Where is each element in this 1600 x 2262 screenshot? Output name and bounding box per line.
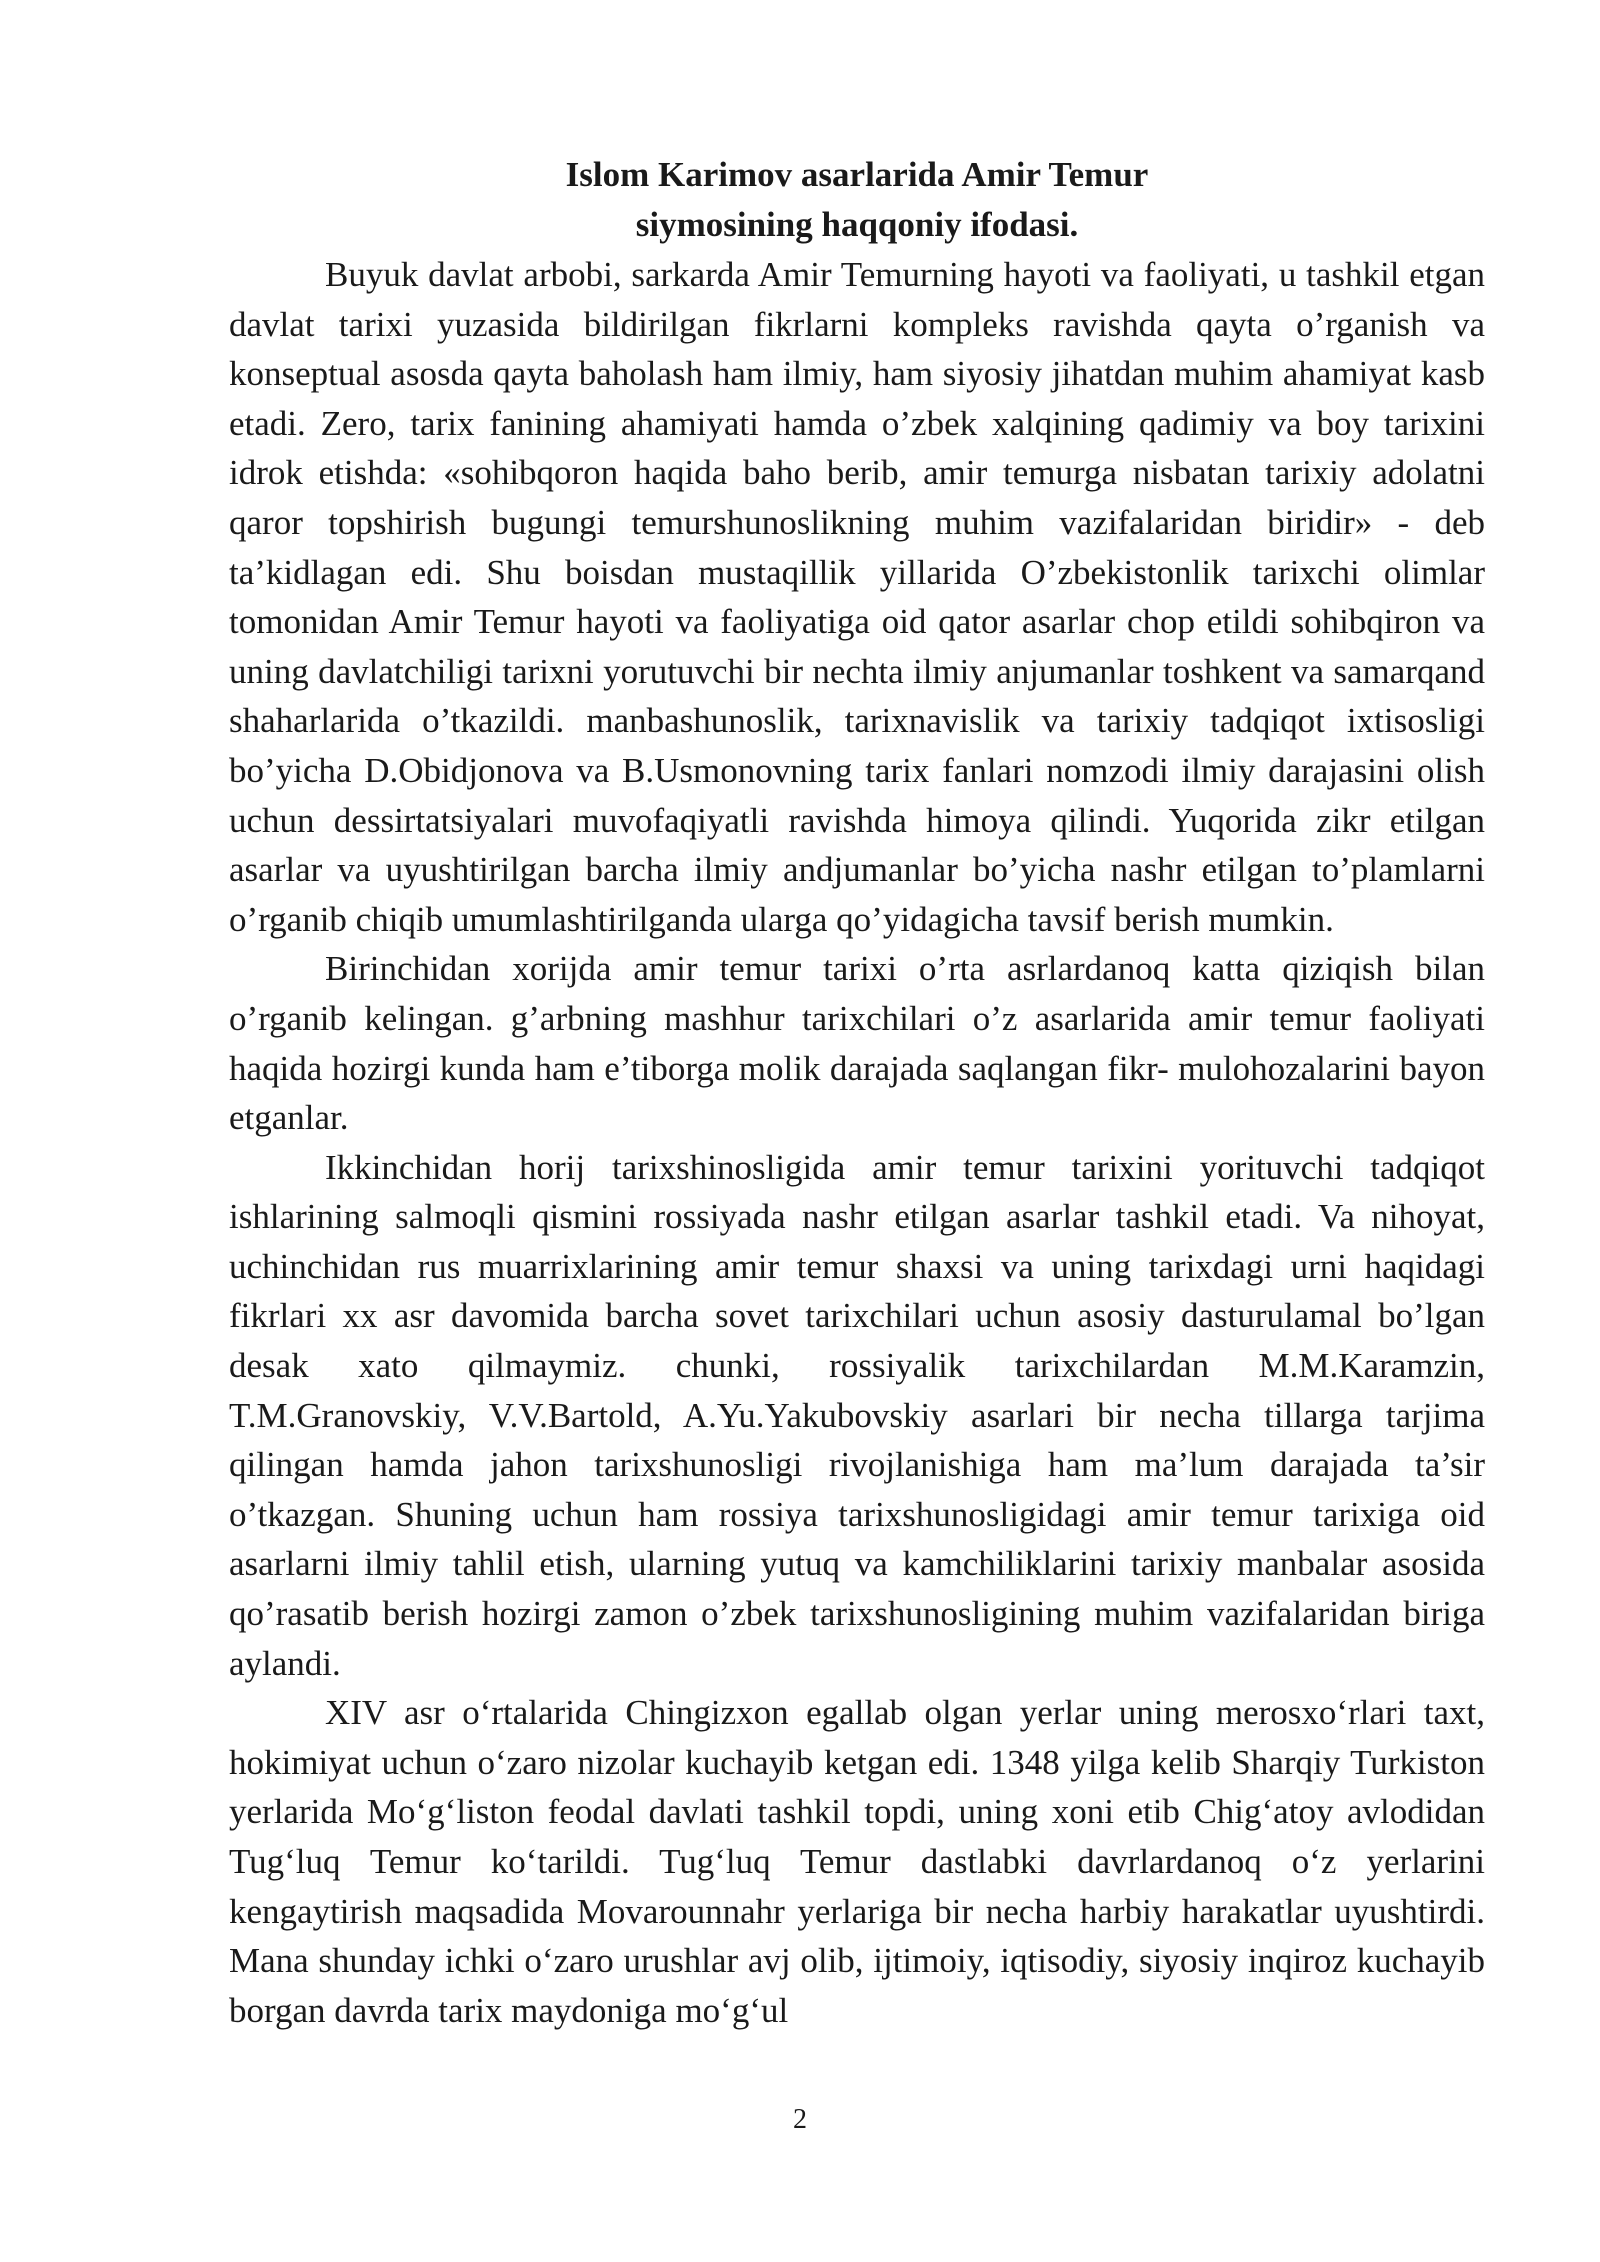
paragraph-4: XIV asr oʻrtalarida Chingizxon egallab olgan yerlar uning merosxoʻrlari taxt, hokimiyat uchun oʻzaro nizolar kuchayib ketgan edi. 1348 yilga kelib Sharqiy Turkiston yerlarida Moʻgʻliston feodal davlati tashkil topdi, uning xoni etib Chigʻatoy avlodidan Tugʻluq Temur koʻtarildi. Tugʻluq Temur dastlabki davrlardanoq oʻz yerlarini kengaytirish maqsadida Movarounnahr yerlariga bir necha harbiy harakatlar uyushtirdi. Mana shunday ichki oʻzaro urushlar avj olib, ijtimoiy, iqtisodiy, siyosiy inqiroz kuchayib borgan davrda tarix maydoniga moʻgʻul	[229, 1693, 1485, 2030]
paragraph-3: Ikkinchidan horij tarixshinosligida amir temur tarixini yorituvchi tadqiqot ishlarining salmoqli qismini rossiyada nashr etilgan asarlar tashkil etadi. Va nihoyat, uchinchidan rus muarrixlarining amir temur shaxsi va uning tarixdagi urni haqidagi fikrlari xx asr davomida barcha sovet tarixchilari uchun asosiy dasturulamal bo’lgan desak xato qilmaymiz. chunki, rossiyalik tarixchilardan M.M.Karamzin, T.M.Granovskiy, V.V.Bartold, A.Yu.Yakubovskiy asarlari bir necha tillarga tarjima qilingan hamda jahon tarixshunosligi rivojlanishiga ham ma’lum darajada ta’sir o’tkazgan. Shuning uchun ham rossiya tarixshunosligidagi amir temur tarixiga oid asarlarni ilmiy tahlil etish, ularning yutuq va kamchiliklarini tarixiy manbalar asosida qo’rasatib berish hozirgi zamon o’zbek tarixshunosligining muhim vazifalaridan biriga aylandi.	[229, 1147, 1485, 1683]
title-line-2: siymosining haqqoniy ifodasi.	[635, 205, 1079, 244]
paragraph-2: Birinchidan xorijda amir temur tarixi o’rta asrlardanoq katta qiziqish bilan o’rganib kelingan. g’arbning mashhur tarixchilari o’z asarlarida amir temur faoliyati haqida hozirgi kunda ham e’tiborga molik darajada saqlangan fikr- mulohozalarini bayon etganlar.	[229, 949, 1485, 1138]
document-title	[229, 150, 1485, 250]
paragraph-1: Buyuk davlat arbobi, sarkarda Amir Temurning hayoti va faoliyati, u tashkil etgan davlat tarixi yuzasida bildirilgan fikrlarni kompleks ravishda qayta o’rganish va konseptual asosda qayta baholash ham ilmiy, ham siyosiy jihatdan muhim ahamiyat kasb etadi. Zero, tarix fanining ahamiyati hamda o’zbek xalqining qadimiy va boy tarixini idrok etishda: «sohibqoron haqida baho berib, amir temurga nisbatan tarixiy adolatni qaror topshirish bugungi temurshunoslikning muhim vazifalaridan biridir» - deb ta’kidlagan edi. Shu boisdan mustaqillik yillarida O’zbekistonlik tarixchi olimlar tomonidan Amir Temur hayoti va faoliyatiga oid qator asarlar chop etildi sohibqiron va uning davlatchiligi tarixni yorutuvchi bir nechta ilmiy anjumanlar toshkent va samarqand shaharlarida o’tkazildi. manbashunoslik, tarixnavislik va tarixiy tadqiqot ixtisosligi bo’yicha D.Obidjonova va B.Usmonovning tarix fanlari nomzodi ilmiy darajasini olish uchun dessirtatsiyalari muvofaqiyatli ravishda himoya qilindi. Yuqorida zikr etilgan asarlar va uyushtirilgan barcha ilmiy andjumanlar bo’yicha nashr etilgan to’plamlarni o’rganib chiqib umumlashtirilganda ularga qo’yidagicha tavsif berish mumkin.	[229, 255, 1485, 939]
page-content	[229, 150, 1485, 2035]
title-line-1: Islom Karimov asarlarida Amir Temur	[565, 155, 1149, 194]
page-number: 2	[793, 2104, 807, 2135]
